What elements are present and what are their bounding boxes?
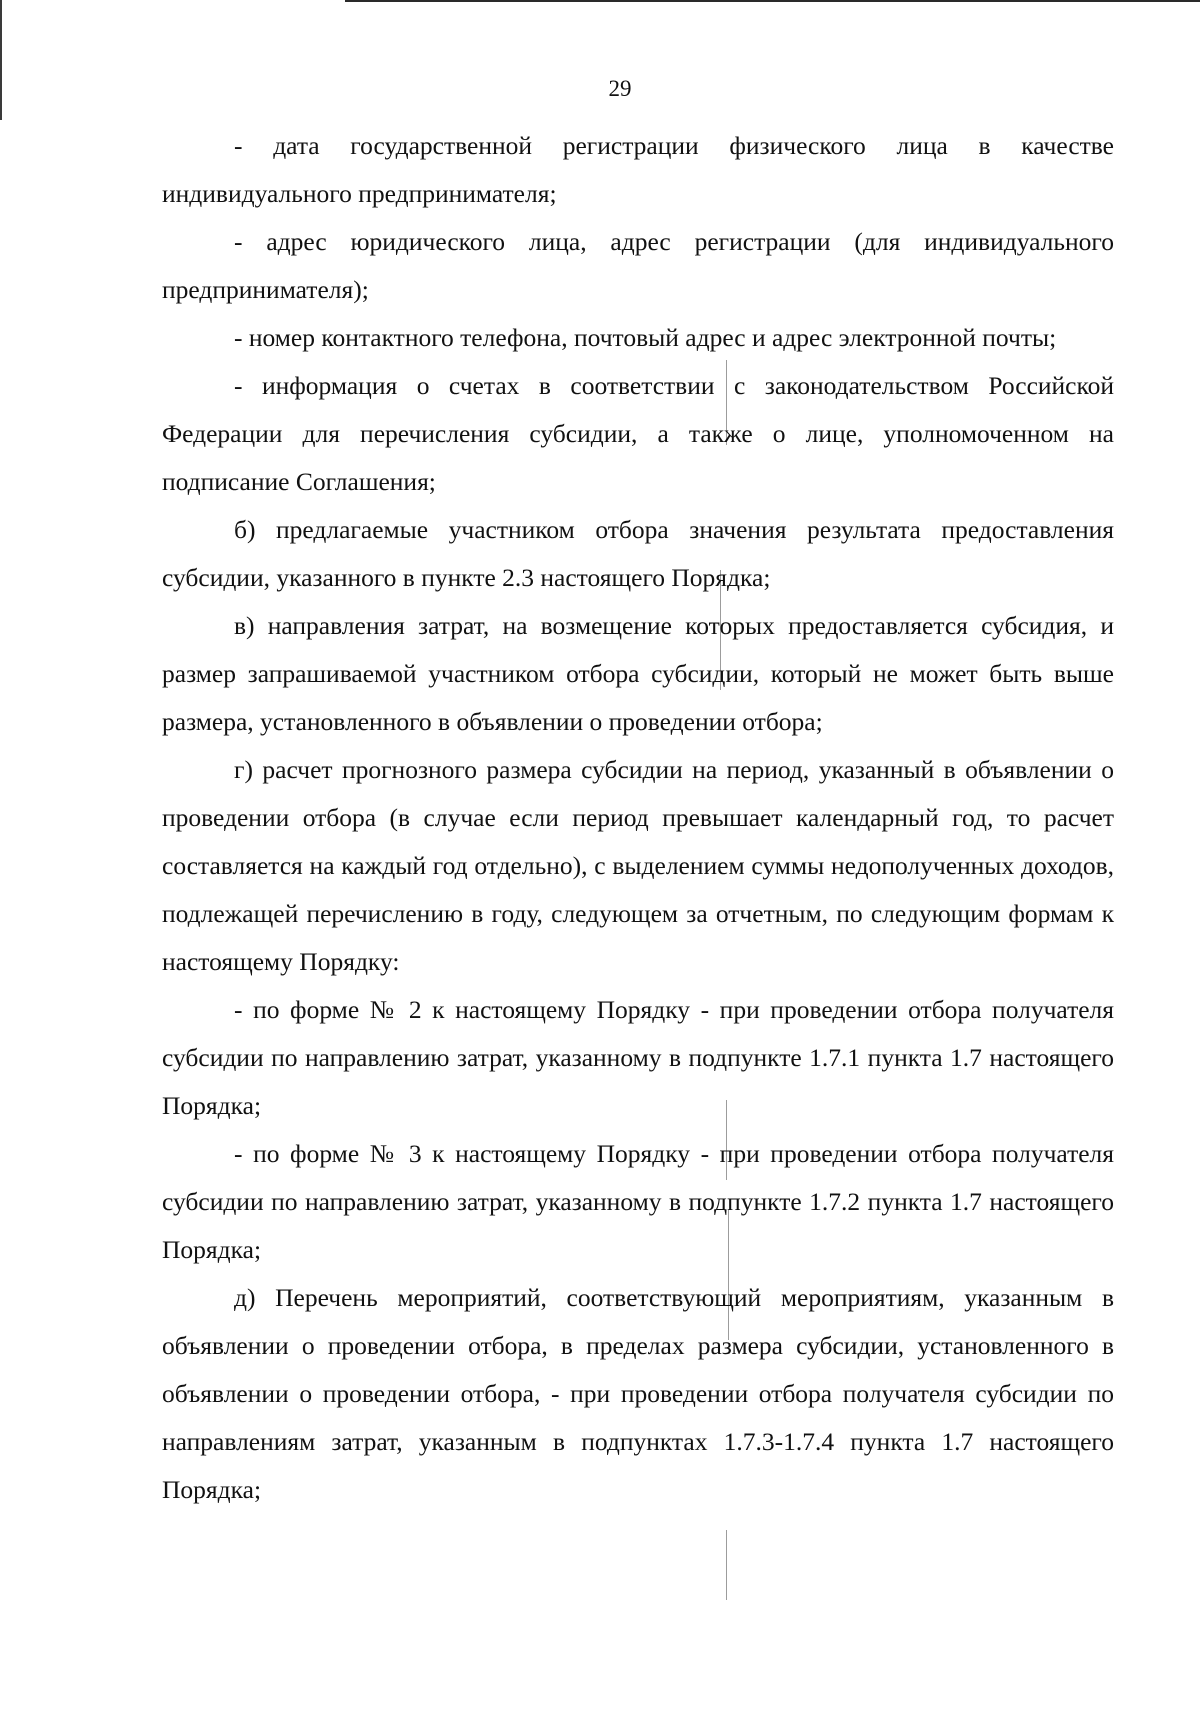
- scan-left-border: [0, 0, 2, 120]
- scan-fold-line: [726, 1530, 727, 1600]
- paragraph-item-g: г) расчет прогнозного размера субсидии на период, указанный в объявлении о проведении отбора (в случае если период превышает календарный год, то расчет составляется на каждый год отдельно), с выделением суммы недополученных доходов, подлежащей перечислению в году, следующем за отчетным, по следующим формам к настоящему Порядку:: [162, 755, 1114, 976]
- paragraph-item-d: д) Перечень мероприятий, соответствующий мероприятиям, указанным в объявлении о проведении отбора, в пределах размера субсидии, установленного в объявлении о проведении отбора, - при проведении отбора получателя субсидии по направлениям затрат, указанным в подпунктах 1.7.3-1.7.4 пункта 1.7 настоящего Порядка;: [162, 1283, 1114, 1504]
- scan-top-border: [345, 0, 1200, 2]
- document-body: [162, 122, 1114, 1514]
- page-number: 29: [608, 76, 632, 101]
- paragraph-item-v: в) направления затрат, на возмещение которых предоставляется субсидия, и размер запрашиваемой участником отбора субсидии, который не может быть выше размера, установленного в объявлении о проведении отбора;: [162, 611, 1114, 736]
- paragraph-form-2: - по форме № 2 к настоящему Порядку - при проведении отбора получателя субсидии по направлению затрат, указанному в подпункте 1.7.1 пункта 1.7 настоящего Порядка;: [162, 995, 1114, 1120]
- paragraph-registration-date: - дата государственной регистрации физического лица в качестве индивидуального предпринимателя;: [162, 131, 1114, 208]
- paragraph-legal-address: - адрес юридического лица, адрес регистрации (для индивидуального предпринимателя);: [162, 227, 1114, 304]
- paragraph-contact-phone: - номер контактного телефона, почтовый адрес и адрес электронной почты;: [234, 323, 1057, 352]
- paragraph-item-b: б) предлагаемые участником отбора значения результата предоставления субсидии, указанного в пункте 2.3 настоящего Порядка;: [162, 515, 1114, 592]
- paragraph-form-3: - по форме № 3 к настоящему Порядку - при проведении отбора получателя субсидии по направлению затрат, указанному в подпункте 1.7.2 пункта 1.7 настоящего Порядка;: [162, 1139, 1114, 1264]
- paragraph-bank-accounts: - информация о счетах в соответствии с законодательством Российской Федерации для перечисления субсидии, а также о лице, уполномоченном на подписание Соглашения;: [162, 371, 1114, 496]
